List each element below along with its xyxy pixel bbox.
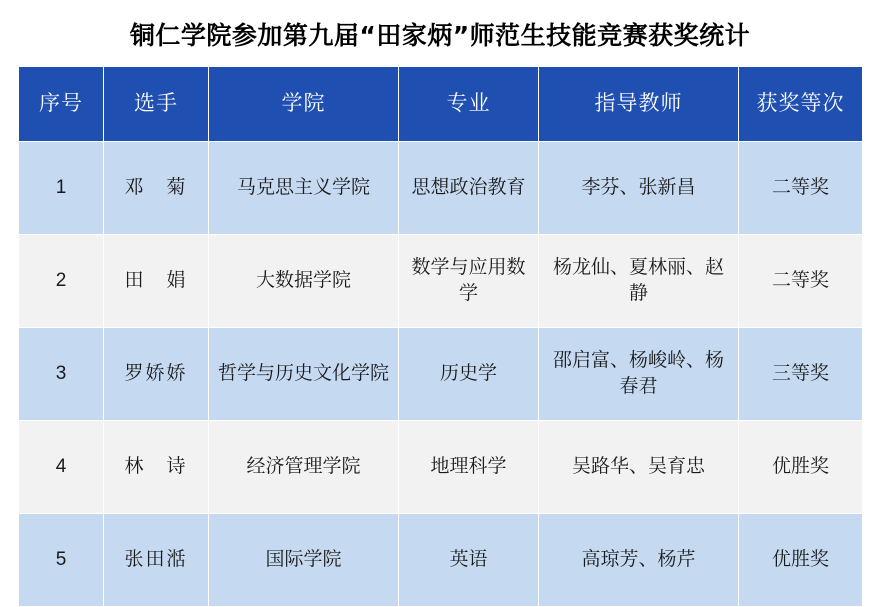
cell-award: 优胜奖 (739, 421, 863, 514)
cell-award: 优胜奖 (739, 514, 863, 607)
cell-player: 林 诗 (104, 421, 209, 514)
cell-advisors: 高琼芳、杨芹 (539, 514, 739, 607)
cell-award: 二等奖 (739, 235, 863, 328)
cell-advisors: 李芬、张新昌 (539, 142, 739, 235)
column-header-college: 学院 (209, 67, 399, 142)
cell-college: 大数据学院 (209, 235, 399, 328)
table-container (0, 66, 880, 607)
table-row (19, 421, 863, 514)
column-header-award: 获奖等次 (739, 67, 863, 142)
cell-major: 地理科学 (399, 421, 539, 514)
cell-major: 英语 (399, 514, 539, 607)
cell-index: 1 (19, 142, 104, 235)
cell-advisors: 杨龙仙、夏林丽、赵静 (539, 235, 739, 328)
cell-award: 二等奖 (739, 142, 863, 235)
column-header-major: 专业 (399, 67, 539, 142)
cell-major: 思想政治教育 (399, 142, 539, 235)
cell-major: 历史学 (399, 328, 539, 421)
table-header (19, 67, 863, 142)
cell-college: 马克思主义学院 (209, 142, 399, 235)
cell-player: 田 娟 (104, 235, 209, 328)
cell-college: 经济管理学院 (209, 421, 399, 514)
cell-index: 3 (19, 328, 104, 421)
page-title: 铜仁学院参加第九届“田家炳”师范生技能竞赛获奖统计 (129, 21, 751, 50)
cell-advisors: 吴路华、吴育忠 (539, 421, 739, 514)
table-row (19, 328, 863, 421)
table-row (19, 514, 863, 607)
cell-college: 国际学院 (209, 514, 399, 607)
cell-player: 罗娇娇 (104, 328, 209, 421)
table-row (19, 235, 863, 328)
table-header-row (19, 67, 863, 142)
cell-index: 2 (19, 235, 104, 328)
cell-major: 数学与应用数学 (399, 235, 539, 328)
award-statistics-table (18, 66, 863, 607)
column-header-player: 选手 (104, 67, 209, 142)
cell-college: 哲学与历史文化学院 (209, 328, 399, 421)
cell-player: 邓 菊 (104, 142, 209, 235)
cell-player: 张田湉 (104, 514, 209, 607)
cell-award: 三等奖 (739, 328, 863, 421)
column-header-advisors: 指导教师 (539, 67, 739, 142)
cell-advisors: 邵启富、杨峻岭、杨春君 (539, 328, 739, 421)
column-header-index: 序号 (19, 67, 104, 142)
cell-index: 4 (19, 421, 104, 514)
table-body (19, 142, 863, 607)
cell-index: 5 (19, 514, 104, 607)
table-row (19, 142, 863, 235)
